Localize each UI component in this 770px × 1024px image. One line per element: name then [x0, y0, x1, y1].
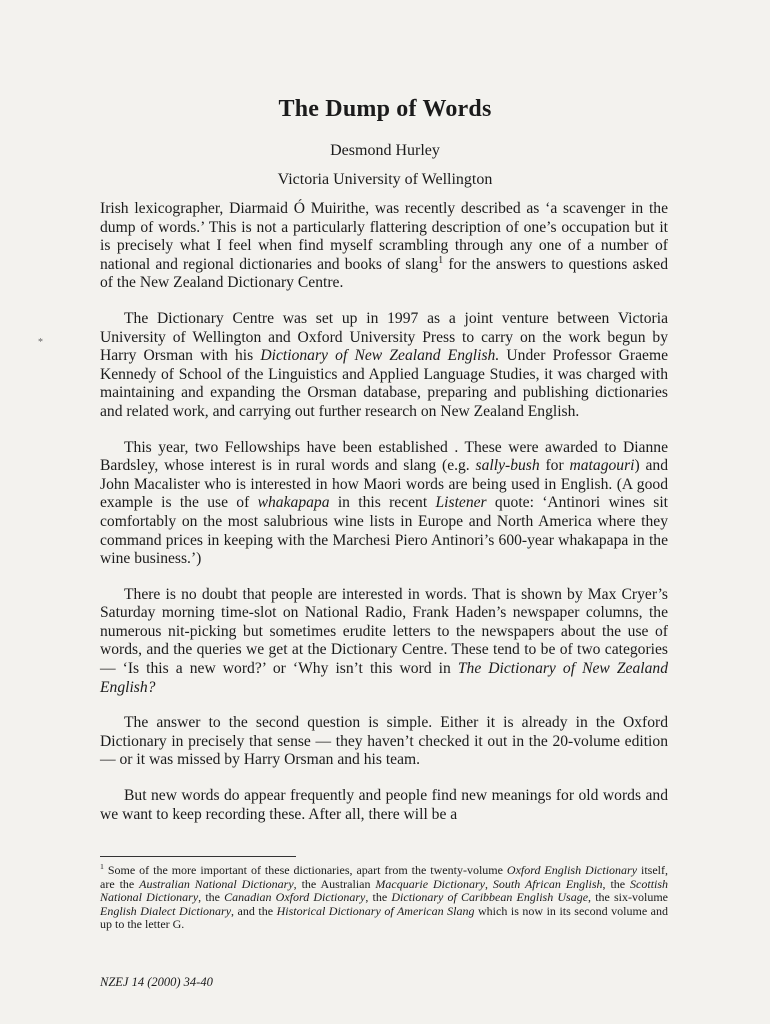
paragraph-1: Irish lexicographer, Diarmaid Ó Muirithe, was recently described as ‘a scavenger in the dump of words.’ This is not a particularly flattering description of one’s occupation but it is precisely what I feel when find myself scrambling through any one of a number of national and regional dictionaries and books of slang$^1$ for the answers to questions asked of the New Zealand Dictionary Centre. [100, 200, 668, 292]
paragraph-5: The answer to the second question is simple. Either it is already in the Oxford Dictionary in precisely that sense — they haven’t checked it out in the 20-volume edition — or it was missed by Harry Orsman and his team. [100, 714, 668, 769]
paragraph-3: This year, two Fellowships have been established . These were awarded to Dianne Bardsley, whose interest is in rural words and slang (e.g. sally-bush for matagouri) and John Macalister who is interested in how Maori words are being used in English. (A good example is the use of whakapapa in this recent Listener quote: ‘Antinori wines sit comfortably on the most salubrious wine lists in Europe and North America where they command prices in keeping with the Marchesi Piero Antinori’s 600-year whakapapa in the wine business.’) [100, 438, 669, 568]
paragraph-2: The Dictionary Centre was set up in 1997 as a joint venture between Victoria University of Wellington and Oxford University Press to carry on the work begun by Harry Orsman with his Dictionary of New Zealand English. Under Professor Graeme Kennedy of School of the Linguistics and Applied Language Studies, it was charged with maintaining and expanding the Orsman database, preparing and publishing dictionaries and related work, and carrying out further research on New Zealand English. [100, 309, 669, 420]
article-title: The Dump of Words [278, 96, 492, 122]
paragraph-6: But new words do appear frequently and people find new meanings for old words and we want to keep recording these. After all, there will be a [100, 787, 668, 823]
journal-citation: NZEJ 14 (2000) 34-40 [100, 975, 213, 989]
author-name: Desmond Hurley [330, 142, 440, 159]
footnote-ref[interactable]: 1 [438, 254, 444, 266]
paragraph-4: There is no doubt that people are interested in words. That is shown by Max Cryer’s Saturday morning time-slot on National Radio, Frank Haden’s newspaper columns, the numerous nit-picking but sometimes erudite letters to the newspapers about the use of words, and the queries we get at the Dictionary Centre. These tend to be of two categories — ‘Is this a new word?’ or ‘Why isn’t this word in The Dictionary of New Zealand English? [100, 585, 668, 696]
footnote-1: $^1$ Some of the more important of these dictionaries, apart from the twenty-volume Oxford English Dictionary itself, are the Australian National Dictionary, the Australian Macquarie Dictionary, South African English, the Scottish National Dictionary, the Canadian Oxford Dictionary, the Dictionary of Caribbean English Usage, the six-volume English Dialect Dictionary, and the Historical Dictionary of American Slang which is now in its second volume and up to the letter G. [100, 862, 669, 932]
footnote-number: 1 [100, 862, 104, 871]
footnote-divider [100, 856, 296, 857]
margin-mark: * [38, 337, 43, 348]
author-affiliation: Victoria University of Wellington [277, 171, 493, 188]
article-body [100, 200, 668, 841]
